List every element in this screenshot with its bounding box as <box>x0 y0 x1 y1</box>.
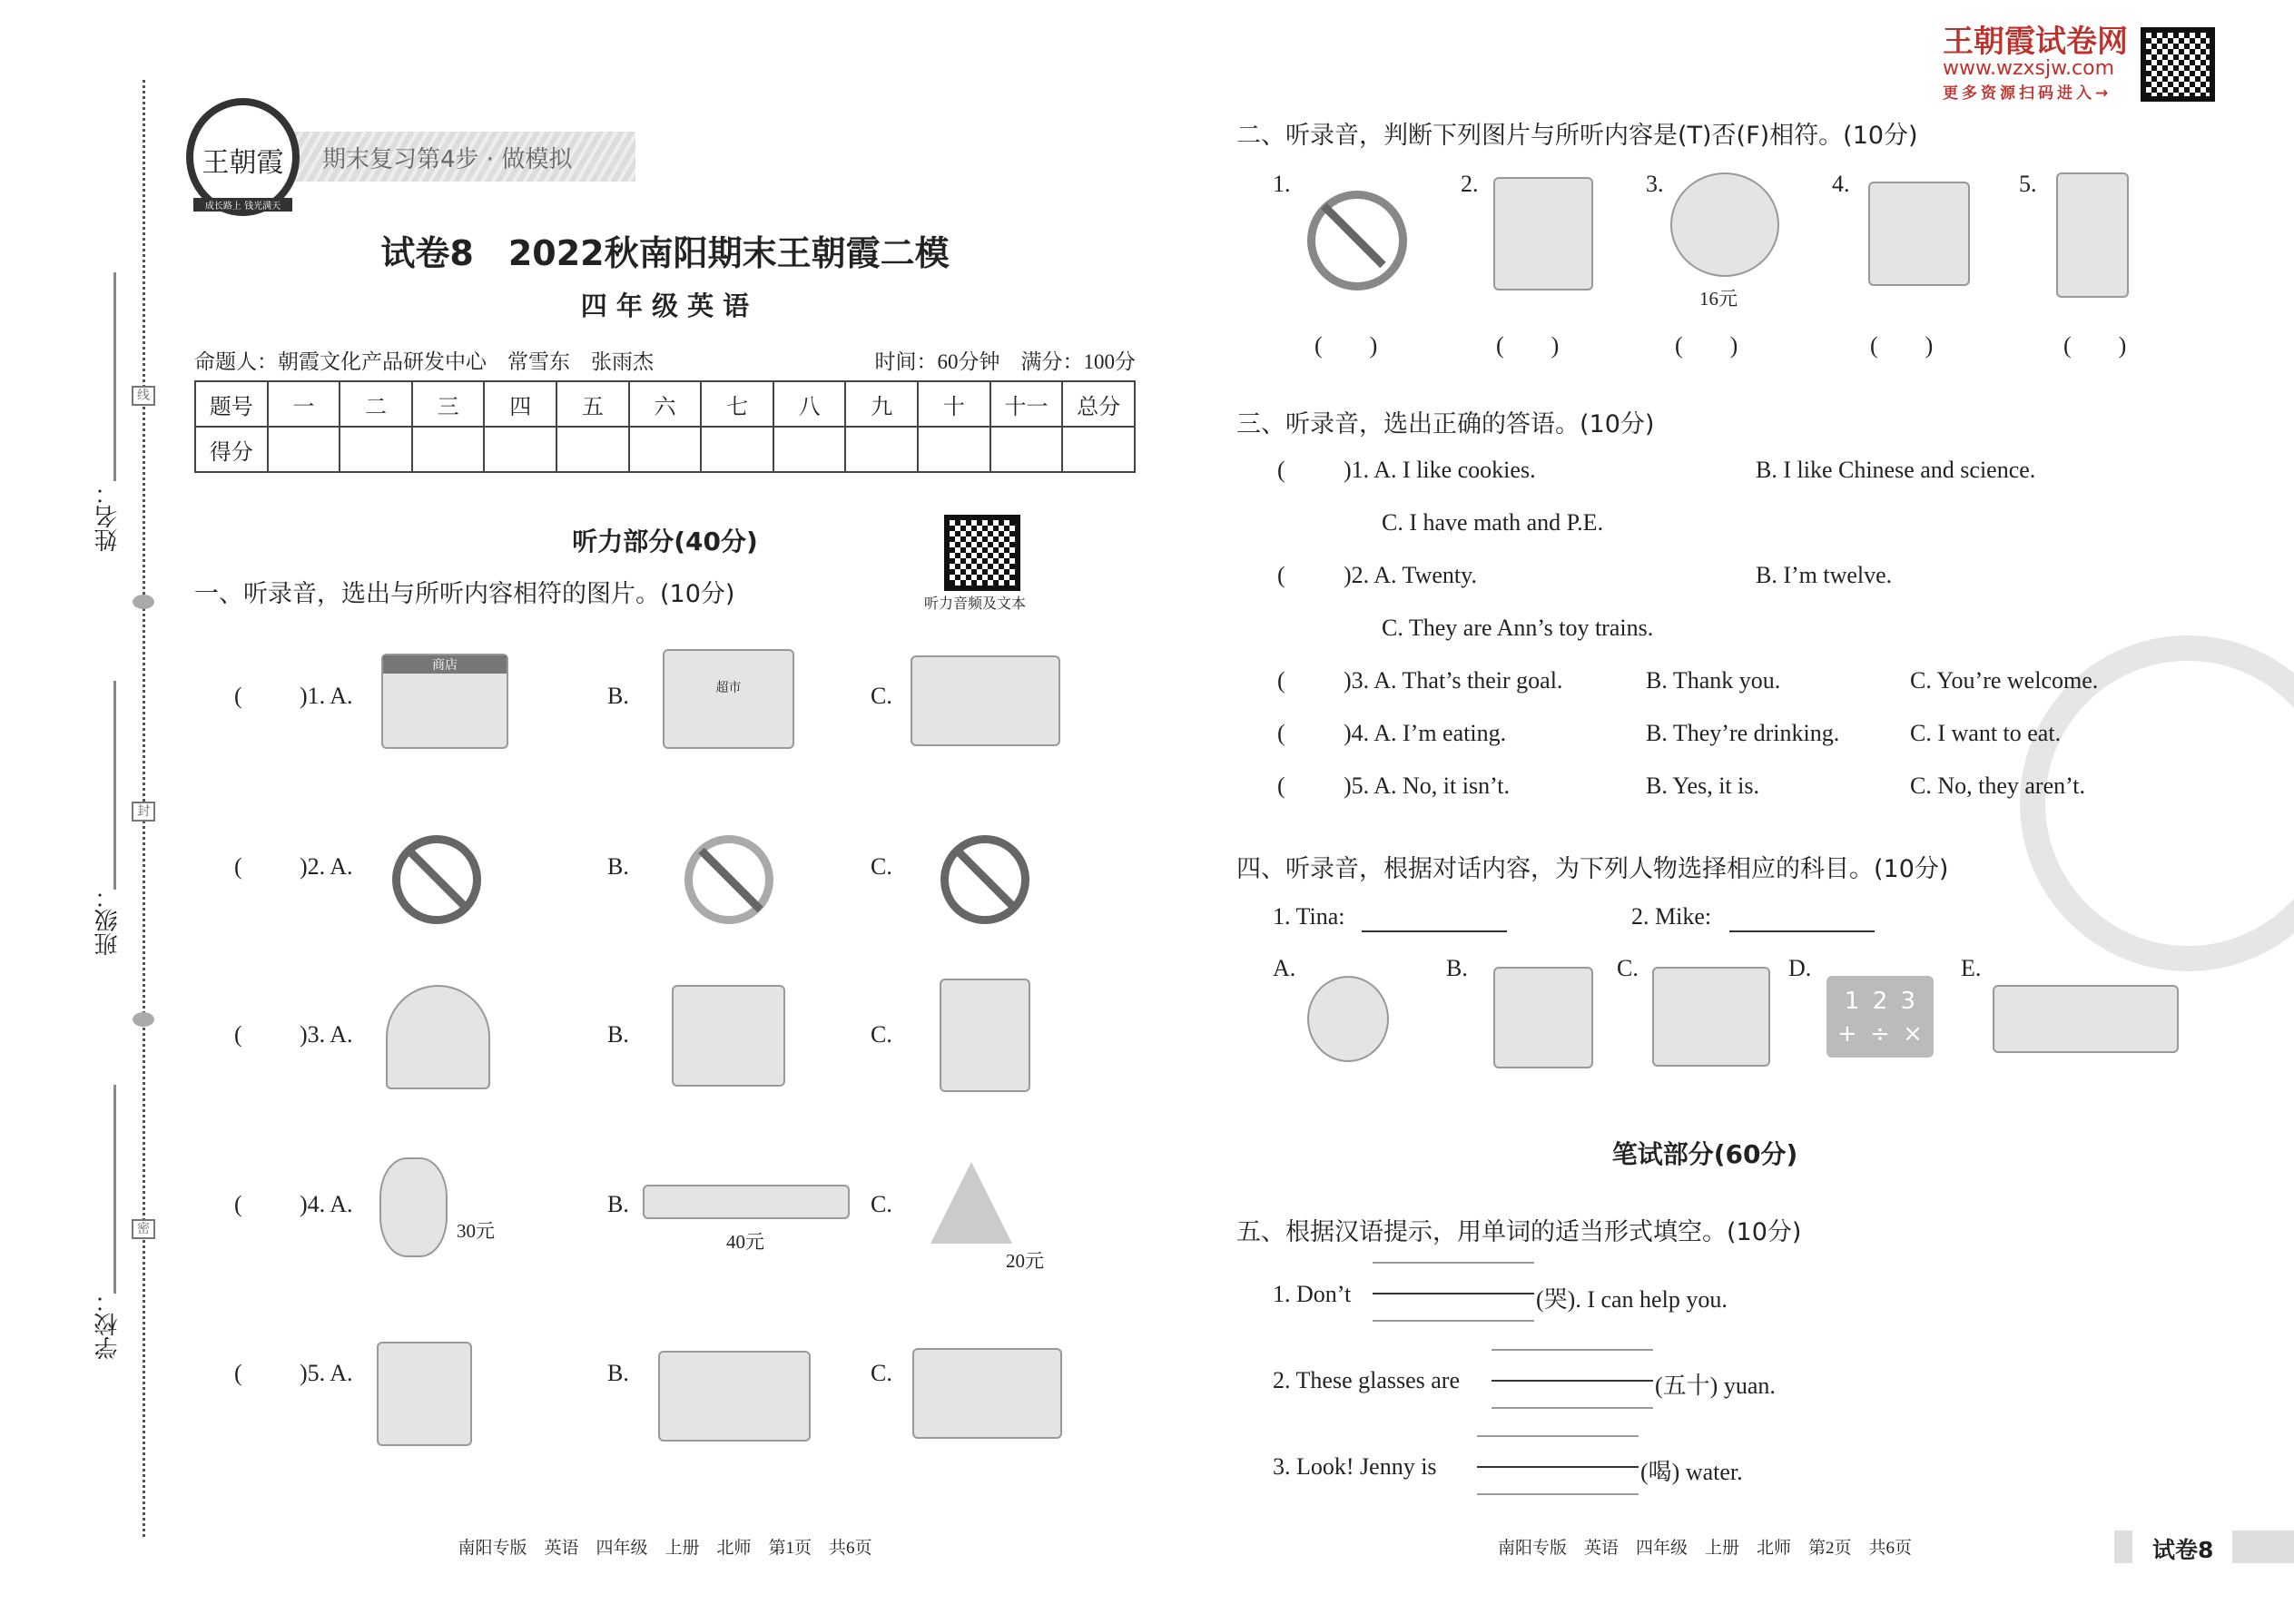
price-label: 30元 <box>457 1220 495 1242</box>
score-header: 题号 <box>195 381 268 427</box>
decor-icon <box>133 595 154 609</box>
site-qr-code[interactable] <box>2141 27 2215 102</box>
mike-answer-line[interactable] <box>1729 930 1875 932</box>
writing-title: 笔试部分(60分) <box>1611 1139 1798 1169</box>
option-label: B. <box>607 1021 629 1048</box>
girl-reading-image <box>386 985 490 1089</box>
mike-label: 2. Mike: <box>1631 903 1712 930</box>
shop-image <box>381 654 508 749</box>
option-a: )2. A. Twenty. <box>1344 562 1477 588</box>
binding-mark: 线 <box>132 386 155 406</box>
section-2-heading: 二、听录音，判断下列图片与所听内容是(T)否(F)相符。(10分) <box>1236 122 1918 150</box>
answer-paren[interactable]: ( ) <box>2063 332 2127 359</box>
logo-text: 王朝霞 <box>202 147 284 179</box>
section-5-heading: 五、根据汉语提示，用单词的适当形式填空。(10分) <box>1236 1218 1802 1246</box>
q2-text: 2. These glasses are <box>1273 1367 1461 1393</box>
option-a: )1. A. I like cookies. <box>1344 457 1536 483</box>
item-number: 3. <box>1646 171 1664 197</box>
score-header: 六 <box>629 381 702 427</box>
option-b: B. I’m twelve. <box>1756 562 1893 588</box>
girl-painting-image <box>940 979 1030 1092</box>
q2-text-after: (五十) yuan. <box>1655 1373 1776 1399</box>
option-label: C. <box>871 1191 892 1217</box>
score-cell[interactable] <box>990 427 1063 472</box>
no-smoking-icon <box>940 835 1029 924</box>
price-label: 40元 <box>726 1231 764 1253</box>
option-c: C. You’re welcome. <box>1910 667 2099 694</box>
music-notes-image <box>1993 985 2179 1053</box>
page-subtitle: 四 年 级 英 语 <box>580 290 750 321</box>
toy-train-image <box>643 1185 850 1219</box>
time-score: 时间：60分钟 满分：100分 <box>874 350 1136 373</box>
question-number: )1. A. <box>300 683 353 709</box>
banner-text: 期末复习第4步 · 做模拟 <box>322 146 573 173</box>
class-label: 班级： <box>94 885 122 956</box>
option-label: D. <box>1788 955 1812 981</box>
score-header: 三 <box>412 381 485 427</box>
abcd-letters-image <box>1493 967 1593 1068</box>
answer-paren[interactable]: ( <box>1277 562 1285 588</box>
bathroom-image <box>377 1342 472 1446</box>
score-cell[interactable] <box>1062 427 1135 472</box>
girl-cooking-image <box>672 985 785 1087</box>
option-c: C. No, they aren’t. <box>1910 773 2086 799</box>
q2-answer-line[interactable] <box>1492 1349 1653 1409</box>
option-label: A. <box>1273 955 1296 981</box>
option-label: C. <box>871 853 892 880</box>
score-table <box>194 380 1136 473</box>
buildings-image <box>911 655 1060 746</box>
answer-paren[interactable]: ( <box>1277 720 1285 746</box>
item-number: 2. <box>1461 171 1479 197</box>
footer-right: 南阳专版 英语 四年级 上册 北师 第2页 共6页 <box>1497 1539 1912 1558</box>
site-cta: 更多资源扫码进入→ <box>1943 84 2112 103</box>
item-number: 4. <box>1832 171 1850 197</box>
doll-image <box>379 1157 448 1257</box>
score-cell[interactable] <box>773 427 846 472</box>
answer-paren[interactable]: ( <box>234 683 242 709</box>
score-cell[interactable] <box>629 427 702 472</box>
option-b: B. Thank you. <box>1646 667 1781 694</box>
option-label: B. <box>607 683 629 709</box>
score-header: 十 <box>918 381 990 427</box>
no-touching-icon <box>1307 191 1407 290</box>
score-cell[interactable] <box>701 427 773 472</box>
question-number: )2. A. <box>300 853 353 880</box>
computer-image <box>1652 967 1770 1067</box>
market-sign: 超市 <box>715 682 742 695</box>
option-label: C. <box>1617 955 1639 981</box>
answer-paren[interactable]: ( ) <box>1314 332 1378 359</box>
answer-paren[interactable]: ( <box>1277 457 1285 483</box>
score-cell[interactable] <box>268 427 340 472</box>
answer-paren[interactable]: ( <box>234 1021 242 1048</box>
no-cycling-icon <box>392 835 481 924</box>
score-cell[interactable] <box>845 427 918 472</box>
section-1-heading: 一、听录音，选出与所听内容相符的图片。(10分) <box>194 580 735 608</box>
option-c: C. I have math and P.E. <box>1382 509 1604 536</box>
option-a: )4. A. I’m eating. <box>1344 720 1507 746</box>
paper-badge <box>2114 1530 2294 1563</box>
site-url[interactable]: www.wzxsjw.com <box>1943 57 2115 80</box>
score-cell[interactable] <box>918 427 990 472</box>
answer-paren[interactable]: ( ) <box>1496 332 1560 359</box>
site-brand[interactable] <box>1943 25 2128 103</box>
paper-badge-text: 试卷8 <box>2152 1537 2214 1563</box>
umbrella-image <box>930 1162 1012 1244</box>
option-b: B. Yes, it is. <box>1646 773 1759 799</box>
binding-mark: 封 <box>132 802 155 822</box>
answer-paren[interactable]: ( ) <box>1870 332 1934 359</box>
score-header: 八 <box>773 381 846 427</box>
score-header: 九 <box>845 381 918 427</box>
footer-left: 南阳专版 英语 四年级 上册 北师 第1页 共6页 <box>458 1539 872 1558</box>
answer-paren[interactable]: ( ) <box>1675 332 1738 359</box>
shop-sign: 商店 <box>383 655 507 674</box>
q3-text-after: (喝) water. <box>1640 1459 1743 1485</box>
name-label: 姓名： <box>94 481 122 552</box>
site-name: 王朝霞试卷网 <box>1943 24 2128 60</box>
qr-code[interactable] <box>944 515 1020 591</box>
teacher-image <box>1868 182 1970 286</box>
question-number: )3. A. <box>300 1021 353 1048</box>
living-room-image <box>912 1348 1062 1439</box>
tennis-racket-image <box>1307 976 1389 1062</box>
math-symbols-image: 1 2 3 + ÷ × <box>1826 976 1934 1058</box>
authors: 命题人：朝霞文化产品研发中心 常雪东 张雨杰 <box>194 350 654 373</box>
supermarket-image <box>663 649 794 749</box>
class-line[interactable] <box>113 681 116 890</box>
q1-text-after: (哭). I can help you. <box>1536 1286 1728 1313</box>
kitchen-image <box>658 1351 811 1442</box>
item-number: 1. <box>1273 171 1291 197</box>
price-label: 16元 <box>1699 288 1738 310</box>
option-label: C. <box>871 1021 892 1048</box>
chair-image <box>2056 172 2129 298</box>
score-cell[interactable] <box>412 427 485 472</box>
question-number: )4. A. <box>300 1191 353 1217</box>
answer-paren[interactable]: ( <box>1277 667 1285 694</box>
score-row-label: 得分 <box>195 427 268 472</box>
score-cell[interactable] <box>556 427 629 472</box>
no-photos-icon <box>684 835 773 924</box>
flowers-image <box>1670 172 1779 277</box>
option-label: B. <box>607 853 629 880</box>
option-label: B. <box>607 1360 629 1386</box>
score-header: 二 <box>340 381 412 427</box>
section-3-heading: 三、听录音，选出正确的答语。(10分) <box>1236 410 1655 438</box>
option-b: B. They’re drinking. <box>1646 720 1840 746</box>
section-4-heading: 四、听录音，根据对话内容，为下列人物选择相应的科目。(10分) <box>1236 855 1949 883</box>
q3-text: 3. Look! Jenny is <box>1273 1453 1437 1480</box>
option-label: B. <box>1446 955 1468 981</box>
answer-paren[interactable]: ( <box>234 853 242 880</box>
tina-answer-line[interactable] <box>1362 930 1507 932</box>
listening-title: 听力部分(40分) <box>572 527 758 556</box>
answer-paren[interactable]: ( <box>234 1360 242 1386</box>
score-cell[interactable] <box>484 427 556 472</box>
score-header: 四 <box>484 381 556 427</box>
decor-icon <box>133 1012 154 1027</box>
q1-text: 1. Don’t <box>1273 1281 1352 1307</box>
option-label: B. <box>607 1191 629 1217</box>
score-header: 五 <box>556 381 629 427</box>
q3-answer-line[interactable] <box>1477 1435 1639 1495</box>
q1-answer-line[interactable] <box>1373 1262 1534 1322</box>
answer-paren[interactable]: ( <box>1277 773 1285 799</box>
answer-paren[interactable]: ( <box>234 1191 242 1217</box>
school-line[interactable] <box>113 1085 116 1294</box>
brand-logo <box>186 98 300 216</box>
question-number: )5. A. <box>300 1360 353 1386</box>
school-label: 学校： <box>94 1289 122 1360</box>
score-header: 一 <box>268 381 340 427</box>
logo-slogan: 成长路上 钱光满天 <box>193 198 292 212</box>
qr-caption: 听力音频及文本 <box>924 596 1027 612</box>
item-number: 5. <box>2019 171 2037 197</box>
tina-label: 1. Tina: <box>1273 903 1345 930</box>
boy-washing-image <box>1493 177 1593 290</box>
option-a: )3. A. That’s their goal. <box>1344 667 1563 694</box>
score-cell[interactable] <box>340 427 412 472</box>
option-c: C. I want to eat. <box>1910 720 2062 746</box>
score-header: 总分 <box>1062 381 1135 427</box>
price-label: 20元 <box>1006 1250 1044 1272</box>
score-header: 七 <box>701 381 773 427</box>
page-title: 试卷8 2022秋南阳期末王朝霞二模 <box>380 233 950 273</box>
option-label: C. <box>871 683 892 709</box>
option-a: )5. A. No, it isn’t. <box>1344 773 1510 799</box>
option-label: C. <box>871 1360 892 1386</box>
name-line[interactable] <box>113 272 116 481</box>
score-header: 十一 <box>990 381 1063 427</box>
option-c: C. They are Ann’s toy trains. <box>1382 615 1654 641</box>
binding-mark: 密 <box>132 1219 155 1239</box>
option-label: E. <box>1961 955 1982 981</box>
banner <box>272 132 635 182</box>
option-b: B. I like Chinese and science. <box>1756 457 2036 483</box>
